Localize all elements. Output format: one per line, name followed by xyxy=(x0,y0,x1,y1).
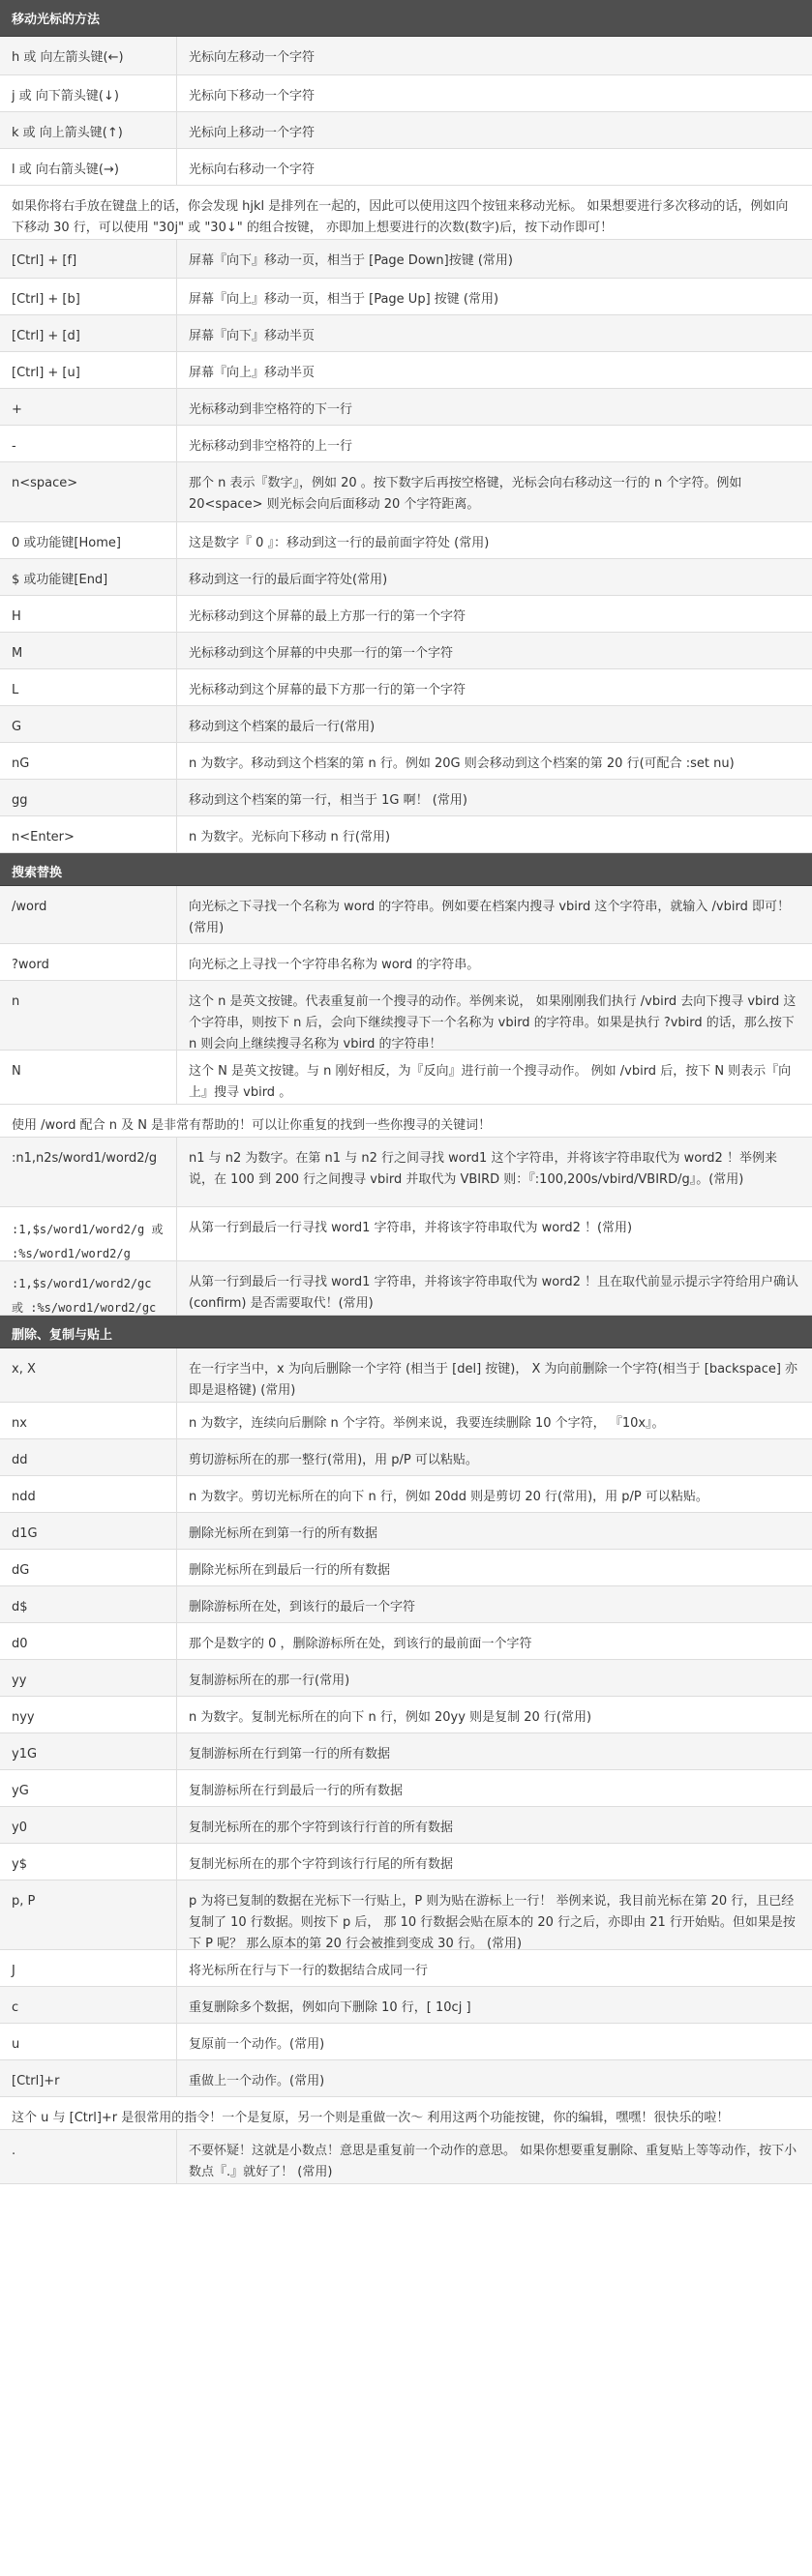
command-description: 光标向右移动一个字符 xyxy=(189,163,316,177)
command-key: [Ctrl] + [b] xyxy=(0,279,177,314)
command-key: 0 或功能键[Home] xyxy=(0,522,177,558)
table-row xyxy=(0,149,812,186)
command-key: + xyxy=(0,389,177,425)
command-description: 屏幕『向下』移动一页，相当于 [Page Down]按键 (常用) xyxy=(189,253,513,268)
command-description: 光标移动到非空格符的上一行 xyxy=(189,439,353,454)
table-row xyxy=(0,1807,812,1844)
table-row xyxy=(0,706,812,743)
table-row xyxy=(0,886,812,944)
command-description: 从第一行到最后一行寻找 word1 字符串，并将该字符串取代为 word2 ！且在取代前显示提示字符给用户确认 (confirm) 是否需要取代！(常用) xyxy=(189,1275,803,1311)
table-row xyxy=(0,2024,812,2060)
command-description: 在一行字当中，x 为向后删除一个字符 (相当于 [del] 按键)， X 为向前删除一个字符(相当于 [backspace] 亦即是退格键) (常用) xyxy=(189,1362,798,1398)
table-row xyxy=(0,1987,812,2024)
command-description: 这是数字『 0 』：移动到这一行的最前面字符处 (常用) xyxy=(189,536,490,550)
command-description: 这个 n 是英文按键。代表重复前一个搜寻的动作。举例来说， 如果刚刚我们执行 /vbird 去向下搜寻 vbird 这个字符串，则按下 n 后，会向下继续搜寻下一个名称为 vbird 的字符串。如果是执行 ?vbird 的话，那么按下 n 则会向上继续搜寻名称为 vbird 的字符串！ xyxy=(189,994,798,1051)
command-description: 光标移动到非空格符的下一行 xyxy=(189,402,353,417)
command-key: gg xyxy=(0,780,177,815)
command-key: p, P xyxy=(0,1880,177,1949)
table-row xyxy=(0,1138,812,1207)
command-key: :1,$s/word1/word2/gc 或 :%s/word1/word2/gc xyxy=(0,1261,177,1315)
command-description: 光标移动到这个屏幕的最上方那一行的第一个字符 xyxy=(189,609,466,624)
command-key: n<Enter> xyxy=(0,816,177,852)
table-row xyxy=(0,462,812,522)
command-key: n xyxy=(0,981,177,1050)
command-description: n 为数字。剪切光标所在的向下 n 行，例如 20dd 则是剪切 20 行(常用)，用 p/P 可以粘贴。 xyxy=(189,1490,708,1504)
table-row xyxy=(0,981,812,1051)
table-row xyxy=(0,1623,812,1660)
table-row xyxy=(0,240,812,279)
command-description: 复原前一个动作。(常用) xyxy=(189,2037,325,2052)
command-description: 移动到这个档案的第一行，相当于 1G 啊！ (常用) xyxy=(189,793,467,808)
command-key: . xyxy=(0,2130,177,2183)
command-description: n 为数字。光标向下移动 n 行(常用) xyxy=(189,830,391,844)
command-key: y$ xyxy=(0,1844,177,1880)
table-row xyxy=(0,596,812,633)
table-row xyxy=(0,112,812,149)
command-key: ?word xyxy=(0,944,177,980)
command-key: ndd xyxy=(0,1476,177,1512)
command-description: 屏幕『向上』移动半页 xyxy=(189,366,316,380)
command-key: d0 xyxy=(0,1623,177,1659)
command-description: 光标向下移动一个字符 xyxy=(189,89,316,104)
command-description: 不要怀疑！这就是小数点！意思是重复前一个动作的意思。 如果你想要重复删除、重复贴上等等动作，按下小数点『.』就好了！ (常用) xyxy=(189,2144,797,2179)
table-row xyxy=(0,559,812,596)
command-key: d$ xyxy=(0,1586,177,1622)
command-description: 删除光标所在到最后一行的所有数据 xyxy=(189,1563,391,1578)
command-description: 重做上一个动作。(常用) xyxy=(189,2074,325,2088)
command-key: h 或 向左箭头键(←) xyxy=(0,37,177,74)
command-description: 重复删除多个数据，例如向下删除 10 行，[ 10cj ] xyxy=(189,2000,471,2015)
command-key: [Ctrl] + [f] xyxy=(0,240,177,278)
table-row xyxy=(0,1660,812,1697)
section-header: 移动光标的方法 xyxy=(0,0,812,37)
command-description: 移动到这一行的最后面字符处(常用) xyxy=(189,573,388,587)
command-description: 向光标之下寻找一个名称为 word 的字符串。例如要在档案内搜寻 vbird 这个字符串，就输入 /vbird 即可！ (常用) xyxy=(189,900,795,935)
table-row xyxy=(0,1844,812,1880)
command-description: 复制游标所在行到第一行的所有数据 xyxy=(189,1747,391,1762)
command-key: - xyxy=(0,426,177,461)
command-key: N xyxy=(0,1051,177,1104)
table-row xyxy=(0,2060,812,2097)
table-row xyxy=(0,1950,812,1987)
table-row xyxy=(0,1403,812,1439)
command-key: M xyxy=(0,633,177,668)
command-description: 复制游标所在的那一行(常用) xyxy=(189,1673,350,1688)
table-row xyxy=(0,352,812,389)
table-row xyxy=(0,1513,812,1550)
command-key: dG xyxy=(0,1550,177,1585)
command-description: 那个 n 表示『数字』，例如 20 。按下数字后再按空格键，光标会向右移动这一行的 n 个字符。例如 20<space> 则光标会向后面移动 20 个字符距离。 xyxy=(189,476,746,512)
table-row xyxy=(0,1550,812,1586)
table-row xyxy=(0,426,812,462)
note-row: 这个 u 与 [Ctrl]+r 是很常用的指令！一个是复原，另一个则是重做一次～ 利用这两个功能按键，你的编辑，嘿嘿！很快乐的啦！ xyxy=(0,2097,812,2130)
command-key: :n1,n2s/word1/word2/g xyxy=(0,1138,177,1206)
command-key: :1,$s/word1/word2/g 或 :%s/word1/word2/g xyxy=(0,1207,177,1260)
command-key: c xyxy=(0,1987,177,2023)
command-key: J xyxy=(0,1950,177,1986)
command-description: 光标移动到这个屏幕的中央那一行的第一个字符 xyxy=(189,646,454,661)
command-description: 向光标之上寻找一个字符串名称为 word 的字符串。 xyxy=(189,958,480,972)
table-row xyxy=(0,37,812,75)
command-key: [Ctrl] + [d] xyxy=(0,315,177,351)
table-row xyxy=(0,1348,812,1403)
command-description: 光标移动到这个屏幕的最下方那一行的第一个字符 xyxy=(189,683,466,697)
table-row xyxy=(0,816,812,853)
command-description: 删除光标所在到第一行的所有数据 xyxy=(189,1526,378,1541)
command-key: nG xyxy=(0,743,177,779)
command-description: 将光标所在行与下一行的数据结合成同一行 xyxy=(189,1964,429,1978)
table-row xyxy=(0,743,812,780)
command-description: 屏幕『向上』移动一页，相当于 [Page Up] 按键 (常用) xyxy=(189,292,499,307)
table-row xyxy=(0,1586,812,1623)
command-description: p 为将已复制的数据在光标下一行贴上，P 则为贴在游标上一行！ 举例来说，我目前光标在第 20 行，且已经复制了 10 行数据。则按下 p 后， 那 10 行数据会贴在原本的 20 行之后，亦即由 21 行开始贴。但如果是按下 P 呢？ 那么原本的第 20 行会被推到变成 30 行。 (常用) xyxy=(189,1894,796,1951)
table-row xyxy=(0,1476,812,1513)
command-key: /word xyxy=(0,886,177,943)
command-key: n<space> xyxy=(0,462,177,521)
command-key: j 或 向下箭头键(↓) xyxy=(0,75,177,111)
command-key: L xyxy=(0,669,177,705)
command-key: [Ctrl]+r xyxy=(0,2060,177,2096)
table-row xyxy=(0,780,812,816)
table-row xyxy=(0,2130,812,2184)
command-key: y0 xyxy=(0,1807,177,1843)
table-row xyxy=(0,1770,812,1807)
table-row xyxy=(0,75,812,112)
command-key: k 或 向上箭头键(↑) xyxy=(0,112,177,148)
table-row xyxy=(0,522,812,559)
table-row xyxy=(0,1733,812,1770)
section-header: 删除、复制与贴上 xyxy=(0,1316,812,1348)
command-description: 复制光标所在的那个字符到该行行首的所有数据 xyxy=(189,1821,454,1835)
command-key: l 或 向右箭头键(→) xyxy=(0,149,177,185)
table-row xyxy=(0,279,812,315)
command-description: 光标向上移动一个字符 xyxy=(189,126,316,140)
command-key: H xyxy=(0,596,177,632)
table-row xyxy=(0,1051,812,1105)
command-key: x, X xyxy=(0,1348,177,1402)
note-row: 使用 /word 配合 n 及 N 是非常有帮助的！可以让你重复的找到一些你搜寻的关键词！ xyxy=(0,1105,812,1138)
command-key: nyy xyxy=(0,1697,177,1732)
table-row xyxy=(0,1207,812,1261)
command-key: y1G xyxy=(0,1733,177,1769)
command-description: 复制光标所在的那个字符到该行行尾的所有数据 xyxy=(189,1857,454,1872)
table-row xyxy=(0,315,812,352)
table-row xyxy=(0,633,812,669)
command-key: [Ctrl] + [u] xyxy=(0,352,177,388)
table-row xyxy=(0,669,812,706)
command-key: d1G xyxy=(0,1513,177,1549)
command-key: nx xyxy=(0,1403,177,1438)
section-header: 搜索替换 xyxy=(0,853,812,886)
table-row xyxy=(0,944,812,981)
command-description: n 为数字。复制光标所在的向下 n 行，例如 20yy 则是复制 20 行(常用) xyxy=(189,1710,592,1725)
command-key: yy xyxy=(0,1660,177,1696)
command-key: $ 或功能键[End] xyxy=(0,559,177,595)
command-description: 移动到这个档案的最后一行(常用) xyxy=(189,720,376,734)
command-description: 屏幕『向下』移动半页 xyxy=(189,329,316,343)
command-key: yG xyxy=(0,1770,177,1806)
command-description: n 为数字。移动到这个档案的第 n 行。例如 20G 则会移动到这个档案的第 20 行(可配合 :set nu) xyxy=(189,756,735,771)
command-description: 这个 N 是英文按键。与 n 刚好相反，为『反向』进行前一个搜寻动作。 例如 /vbird 后，按下 N 则表示『向上』搜寻 vbird 。 xyxy=(189,1064,792,1100)
command-description: 那个是数字的 0 ，删除游标所在处，到该行的最前面一个字符 xyxy=(189,1637,532,1651)
command-description: 剪切游标所在的那一整行(常用)，用 p/P 可以粘贴。 xyxy=(189,1453,478,1467)
command-description: n1 与 n2 为数字。在第 n1 与 n2 行之间寻找 word1 这个字符串，并将该字符串取代为 word2 ！举例来说，在 100 到 200 行之间搜寻 vbird 并取代为 VBIRD 则：『:100,200s/vbird/VBIRD/g』。(常用) xyxy=(189,1151,777,1187)
command-description: 删除游标所在处，到该行的最后一个字符 xyxy=(189,1600,416,1614)
note-row: 如果你将右手放在键盘上的话，你会发现 hjkl 是排列在一起的，因此可以使用这四个按钮来移动光标。 如果想要进行多次移动的话，例如向下移动 30 行，可以使用 "30j" 或 "30↓" 的组合按键， 亦即加上想要进行的次数(数字)后，按下动作即可！ xyxy=(0,186,812,240)
command-description: 从第一行到最后一行寻找 word1 字符串，并将该字符串取代为 word2 ！(常用) xyxy=(189,1221,633,1235)
table-row xyxy=(0,1439,812,1476)
command-description: n 为数字，连续向后删除 n 个字符。举例来说，我要连续删除 10 个字符， 『10x』。 xyxy=(189,1416,665,1431)
table-row xyxy=(0,1697,812,1733)
table-row xyxy=(0,1261,812,1316)
command-key: dd xyxy=(0,1439,177,1475)
command-description: 复制游标所在行到最后一行的所有数据 xyxy=(189,1784,404,1798)
table-row xyxy=(0,1880,812,1950)
table-row xyxy=(0,389,812,426)
command-description: 光标向左移动一个字符 xyxy=(189,50,316,65)
command-key: G xyxy=(0,706,177,742)
command-key: u xyxy=(0,2024,177,2059)
